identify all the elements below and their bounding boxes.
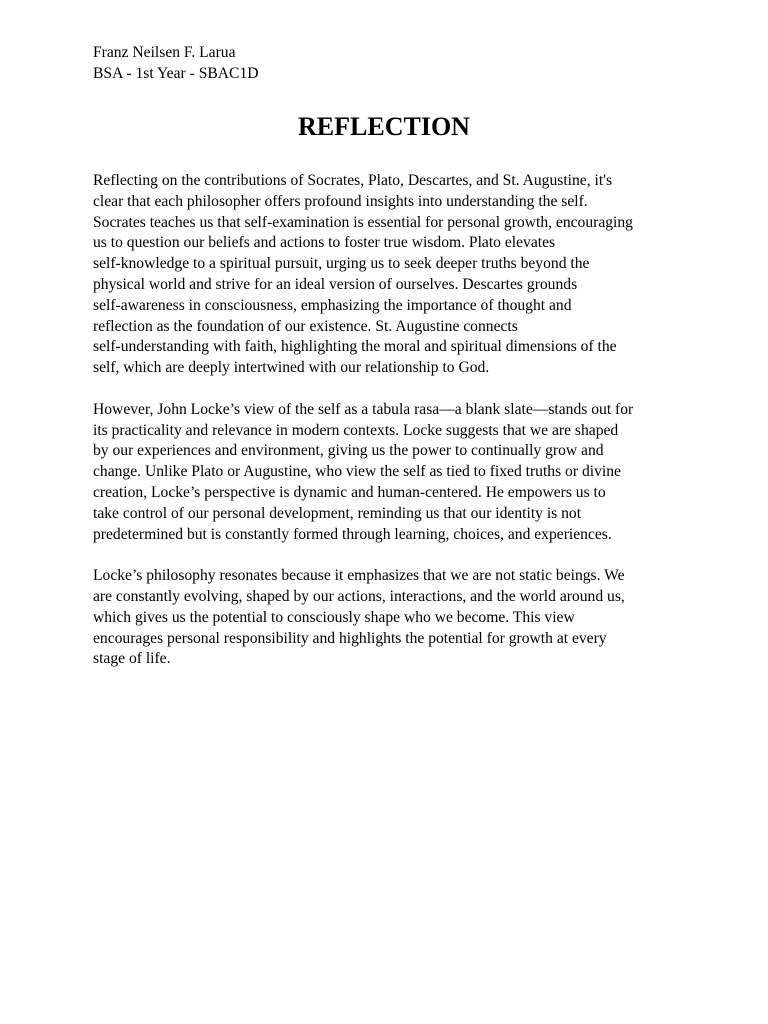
paragraph-line: physical world and strive for an ideal version of ourselves. Descartes grounds [93, 275, 578, 293]
paragraph-line: us to question our beliefs and actions to foster true wisdom. Plato elevates [93, 234, 556, 252]
paragraph-line: self-knowledge to a spiritual pursuit, urging us to seek deeper truths beyond the [93, 255, 590, 273]
document-body [93, 171, 683, 691]
paragraph-line: self-understanding with faith, highlighting the moral and spiritual dimensions of the [93, 338, 617, 356]
paragraph-line: are constantly evolving, shaped by our actions, interactions, and the world around us, [93, 587, 625, 605]
paragraph-2 [93, 400, 683, 546]
paragraph-line: However, John Locke’s view of the self as a tabula rasa—a blank slate—stands out for [93, 400, 634, 418]
paragraph-1 [93, 171, 683, 379]
paragraph-line: Socrates teaches us that self-examination is essential for personal growth, encouraging [93, 213, 633, 231]
paragraph-line: Locke’s philosophy resonates because it emphasizes that we are not static beings. We [93, 567, 625, 585]
paragraph-line: self, which are deeply intertwined with our relationship to God. [93, 359, 490, 377]
paragraph-line: predetermined but is constantly formed through learning, choices, and experiences. [93, 525, 612, 543]
paragraph-3 [93, 566, 683, 670]
paragraph-line: stage of life. [93, 650, 171, 668]
paragraph-line: its practicality and relevance in modern contexts. Locke suggests that we are shaped [93, 421, 619, 439]
document-title: REFLECTION [298, 112, 470, 141]
paragraph-line: clear that each philosopher offers profound insights into understanding the self. [93, 192, 588, 210]
paragraph-line: which gives us the potential to consciously shape who we become. This view [93, 608, 575, 626]
paragraph-line: encourages personal responsibility and highlights the potential for growth at every [93, 629, 607, 647]
author-name: Franz Neilsen F. Larua [93, 44, 236, 61]
paragraph-line: Reflecting on the contributions of Socrates, Plato, Descartes, and St. Augustine, it's [93, 172, 613, 189]
paragraph-line: change. Unlike Plato or Augustine, who view the self as tied to fixed truths or divine [93, 463, 621, 481]
paragraph-line: by our experiences and environment, giving us the power to continually grow and [93, 442, 604, 460]
paragraph-line: reflection as the foundation of our existence. St. Augustine connects [93, 317, 518, 335]
paragraph-line: creation, Locke’s perspective is dynamic and human-centered. He empowers us to [93, 483, 606, 501]
course-section: BSA - 1st Year - SBAC1D [93, 65, 259, 82]
document-header [93, 42, 683, 84]
paragraph-line: self-awareness in consciousness, emphasizing the importance of thought and [93, 296, 572, 314]
paragraph-line: take control of our personal development, reminding us that our identity is not [93, 504, 582, 522]
